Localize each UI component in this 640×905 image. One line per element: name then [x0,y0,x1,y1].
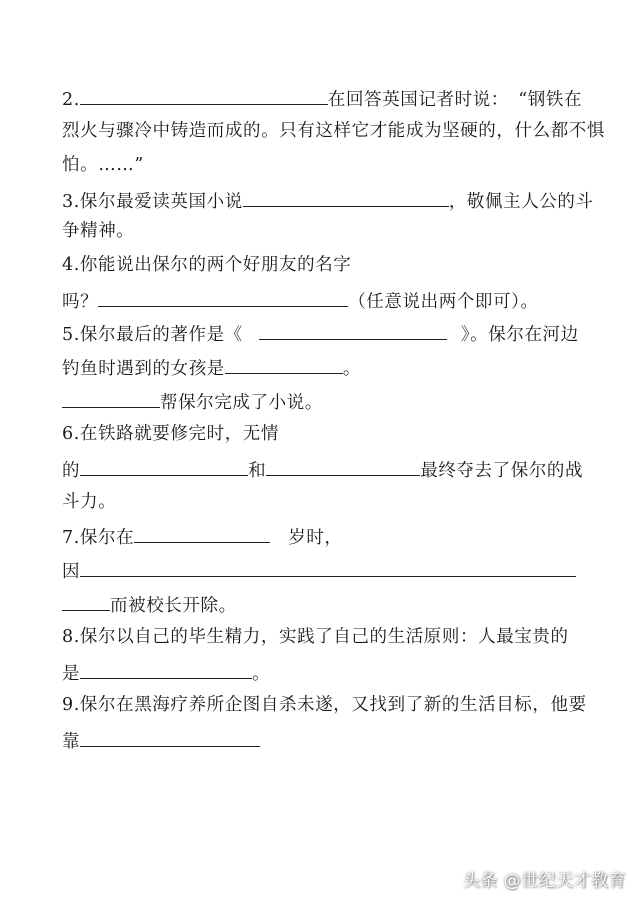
question-6-line-3 [62,491,116,513]
answer-blank[interactable] [259,321,447,340]
question-text: 帮保尔完成了小说。 [160,393,323,413]
question-text: 保尔在黑海疗养所企图自杀未遂，又找到了新的生活目标，他要 [79,695,587,715]
answer-blank[interactable] [243,188,449,207]
answer-blank[interactable] [80,457,248,476]
question-text: 争精神。 [62,221,135,241]
question-text: 在回答英国记者时说： “钢铁在 [327,90,583,110]
question-text: 》。保尔在河边 [460,325,579,345]
question-9-line-2 [62,728,260,753]
question-4-line-2 [62,288,539,313]
question-text: 怕。……” [62,155,144,175]
question-text: 最终夺去了保尔的战 [420,461,584,481]
question-text: 烈火与骤冷中铸造而成的。只有这样它才能成为坚硬的，什么都不惧 [62,121,605,141]
question-number: 8. [62,627,80,647]
question-text: 。 [342,359,362,379]
question-text: 钓鱼时遇到的女孩是 [62,359,225,379]
question-7-line-3 [62,592,237,617]
question-text: 保尔最爱读英国小说 [79,192,243,212]
question-5-line-1 [62,321,579,346]
question-text: 保尔最后的著作是《 [79,325,243,345]
question-number: 2. [62,90,80,110]
question-text: （任意说出两个即可）。 [348,292,539,312]
question-text: 在铁路就要修完时，无情 [79,424,280,444]
question-text: 吗？ [62,292,99,312]
question-number: 3. [62,192,80,212]
question-2-line-1 [62,86,582,111]
question-8-line-2 [62,660,270,685]
question-text: 而被校长开除。 [110,596,237,616]
question-7-line-1 [62,524,343,549]
question-number: 9. [62,695,80,715]
question-9-line-1 [62,694,587,716]
question-text: 斗力。 [62,492,117,512]
question-2-line-3 [62,154,144,176]
question-5-line-3 [62,389,323,414]
answer-blank[interactable] [225,355,343,374]
question-6-line-2 [62,457,583,482]
answer-blank[interactable] [80,660,252,679]
question-text: 岁时， [288,528,343,548]
question-number: 7. [62,528,80,548]
answer-blank[interactable] [62,389,160,408]
question-text: 的 [62,461,81,481]
question-3-line-2 [62,220,134,242]
question-text: 因 [62,562,81,582]
question-text: ，敬佩主人公的斗 [448,192,594,212]
answer-blank[interactable] [266,457,420,476]
question-5-line-2 [62,355,361,380]
answer-blank[interactable] [80,558,576,577]
question-6-line-1 [62,423,279,445]
answer-blank[interactable] [134,524,270,543]
question-8-line-1 [62,626,569,648]
source-watermark: 头条 @世纪天才教育 [462,871,626,891]
answer-blank[interactable] [62,592,110,611]
question-text: 保尔以自己的毕生精力，实践了自己的生活原则：人最宝贵的 [79,627,569,647]
question-number: 5. [62,325,80,345]
answer-blank[interactable] [98,288,348,307]
answer-blank[interactable] [80,728,260,747]
answer-blank[interactable] [80,86,328,105]
question-number: 4. [62,255,80,275]
question-2-line-2 [62,120,605,142]
question-number: 6. [62,424,80,444]
question-text: 和 [248,461,267,481]
question-4-line-1 [62,254,351,276]
question-text: 保尔在 [79,528,135,548]
question-text: 靠 [62,732,81,752]
question-3-line-1 [62,188,594,213]
question-text: 。 [252,664,271,684]
question-text: 你能说出保尔的两个好朋友的名字 [79,255,352,275]
question-text: 是 [62,664,81,684]
question-7-line-2 [62,558,576,583]
